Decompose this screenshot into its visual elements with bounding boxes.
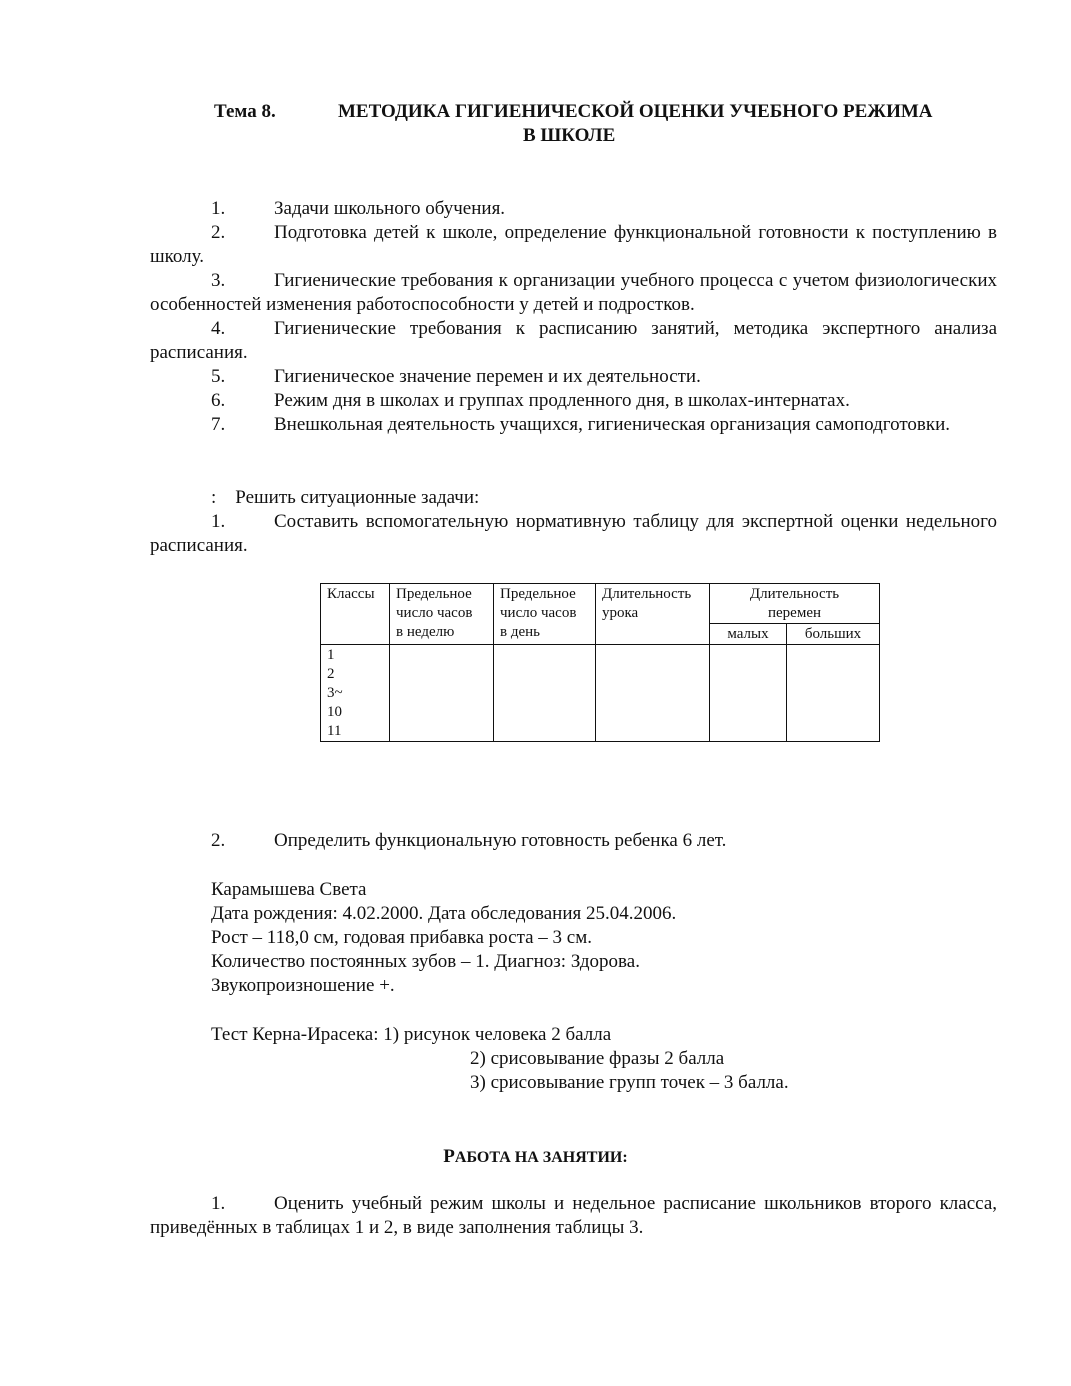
list-item [150,389,997,413]
child-name: Карамышева Света [211,879,367,900]
child-teeth: Количество постоянных зубов – 1. Диагноз: Здорова. [211,951,640,972]
header-label: в неделю [396,624,455,640]
item-text: Оценить учебный режим школы и недельное расписание школьников второго класса, приведённых в таблицах 1 и 2, в виде заполнения таблицы 3. [150,1193,997,1238]
child-speech: Звукопроизношение +. [211,975,395,996]
task-item-2 [150,829,997,853]
item-text: Гигиеническое значение перемен и их деятельности. [274,366,701,387]
child-data [211,878,676,998]
list-item [150,197,997,221]
item-number: 1. [211,511,226,532]
item-number: 1. [211,198,226,219]
child-height: Рост – 118,0 см, годовая прибавка роста – 3 см. [211,927,593,948]
header-label: перемен [767,605,822,621]
tasks-heading: : Решить ситуационные задачи: [211,487,480,508]
table-cell [710,645,787,742]
test-line: 3) срисовывание групп точек – 3 балла. [470,1072,789,1093]
table-cell-classes [321,645,390,742]
class-label: 10 [327,704,342,720]
table-cell [787,645,880,742]
item-number: 6. [211,390,226,411]
class-label: 2 [327,666,335,682]
item-text: Определить функциональную готовность ребенка 6 лет. [274,830,727,851]
table-subheader-cell: больших [787,624,880,645]
item-text: Составить вспомогательную нормативную таблицу для экспертной оценки недельного расписания. [150,511,997,556]
table-header-cell [390,584,494,645]
item-number: 5. [211,366,226,387]
table-header-cell [494,584,596,645]
table-header-cell [596,584,710,645]
header-label: число часов [500,605,577,621]
item-number: 3. [211,270,226,291]
class-label: 3~ [327,685,343,701]
item-text: Гигиенические требования к расписанию занятий, методика экспертного анализа расписания. [150,318,997,363]
item-number: 1. [211,1193,226,1214]
question-list [150,197,997,437]
test-line: 2) срисовывание фразы 2 балла [470,1048,725,1069]
list-item [150,269,997,317]
table-header-cell [321,584,390,645]
test-line: Тест Керна-Ирасека: 1) рисунок человека 2 балла [211,1024,612,1045]
task-item-1 [150,510,997,558]
header-label: Классы [327,586,375,602]
item-text: Задачи школьного обучения. [274,198,506,219]
list-item [150,221,997,269]
table-cell [596,645,710,742]
item-text: Режим дня в школах и группах продленного дня, в школах-интернатах. [274,390,850,411]
normative-table [320,583,880,742]
list-item [150,317,997,365]
list-item [150,413,997,437]
work-section-title [0,1146,1071,1168]
work-item-1 [150,1192,997,1240]
header-label: Предельное [500,586,576,602]
header-label: Длительность [602,586,692,602]
table-header-cell [710,584,880,624]
table-cell [494,645,596,742]
item-number: 2. [211,222,226,243]
class-label: 1 [327,647,335,663]
header-label: число часов [396,605,473,621]
item-number: 2. [211,830,226,851]
title-initial: Р [443,1146,455,1167]
item-text: Гигиенические требования к организации учебного процесса с учетом физиологических особенностей изменения работоспособности у детей и подростков. [150,270,997,315]
class-label: 11 [327,723,342,739]
item-number: 7. [211,414,226,435]
item-text: Внешкольная деятельность учащихся, гигиеническая организация самоподготовки. [274,414,951,435]
item-text: Подготовка детей к школе, определение функциональной готовности к поступлению в школу. [150,222,997,267]
item-number: 4. [211,318,226,339]
header-label: в день [500,624,540,640]
topic-number: Тема 8. [214,101,276,122]
kern-jirasek-test [211,1023,789,1095]
topic-title-line1: МЕТОДИКА ГИГИЕНИЧЕСКОЙ ОЦЕНКИ УЧЕБНОГО РЕЖИМА [338,101,933,122]
table-cell [390,645,494,742]
table-subheader-cell: малых [710,624,787,645]
list-item [150,365,997,389]
header-label: урока [602,605,639,621]
topic-title-line2: В ШКОЛЕ [523,125,616,146]
child-dates: Дата рождения: 4.02.2000. Дата обследования 25.04.2006. [211,903,677,924]
header-label: Предельное [396,586,472,602]
header-label: Длительность [749,586,840,602]
title-rest: АБОТА НА ЗАНЯТИИ: [454,1149,628,1166]
